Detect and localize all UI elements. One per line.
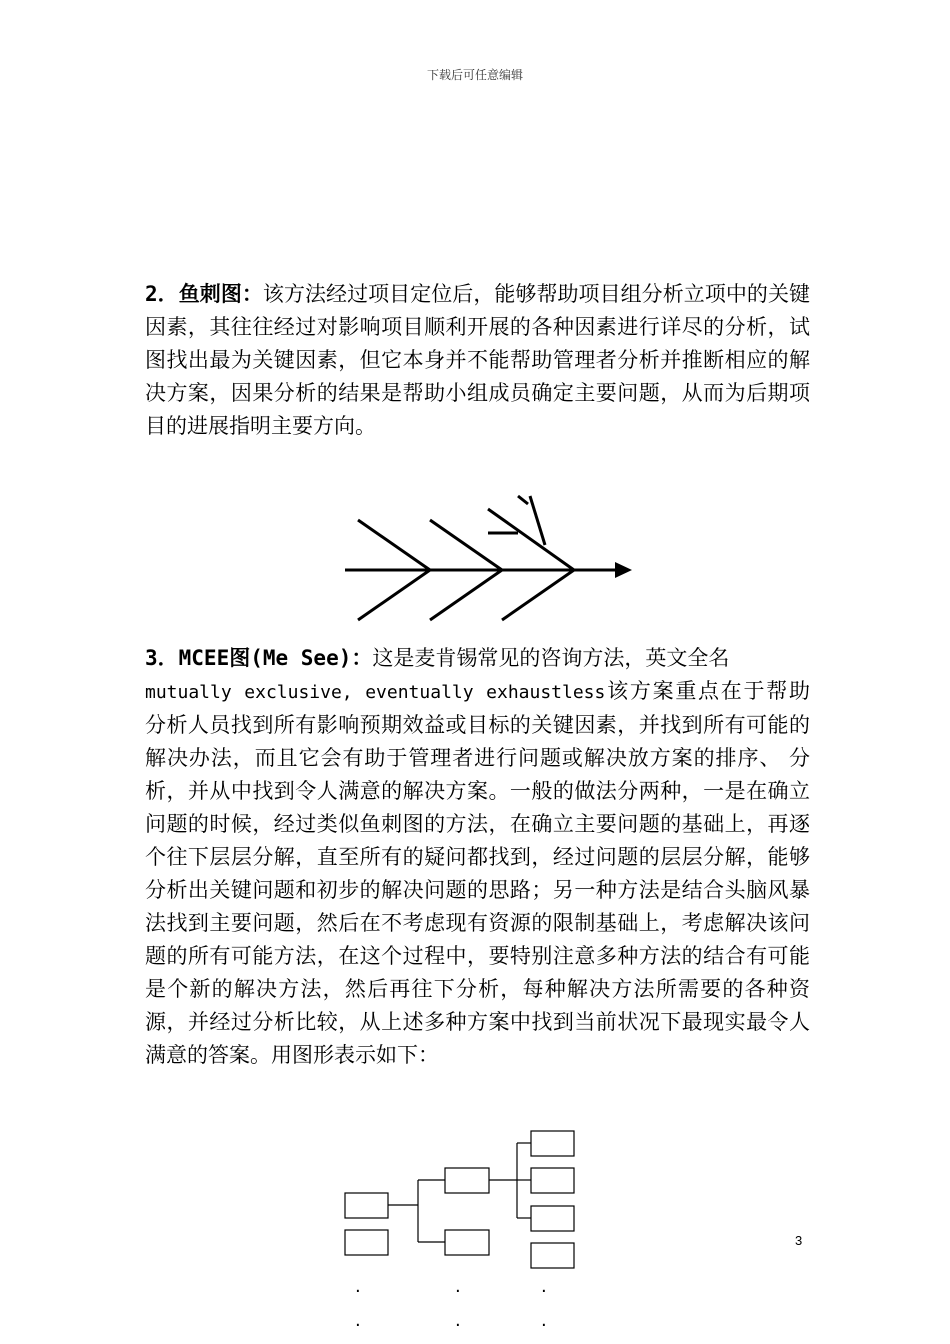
tree-dot: . [355,1310,361,1331]
tree-node [345,1193,388,1218]
tree-dot: . [541,1310,547,1331]
tree-dot: . [355,1276,361,1297]
section-fishbone-title: 2．鱼刺图： [145,282,263,306]
section-fishbone-body: 该方法经过项目定位后，能够帮助项目组分析立项中的关键因素，其往往经过对影响项目顺利开展的各种因素进行详尽的分析，试图找出最为关键因素，但它本身并不能帮助管理者分析并推断相应的解决方案，因果分析的结果是帮助小组成员确定主要问题，从而为后期项目的进展指明主要方向。 [145,282,810,438]
page-number: 3 [795,1233,803,1248]
section-mcee-english-term: mutually exclusive, eventually exhaustless [145,682,606,703]
section-mcee-body: 该方案重点在于帮助分析人员找到所有影响预期效益或目标的关键因素，并找到所有可能的解决办法，而且它会有助于管理者进行问题或解决放方案的排序、 分析，并从中找到令人满意的解决方案。一般的做法分两种，一是在确立问题的时候，经过类似鱼刺图的方法，在确立主要问题的基础上，再逐个往下层层分解，直至所有的疑问都找到，经过问题的层层分解，能够分析出关键问题和初步的解决问题的思路；另一种方法是结合头脑风暴法找到主要问题，然后在不考虑现有资源的限制基础上，考虑解决该问题的所有可能方法，在这个过程中，要特别注意多种方法的结合有可能是个新的解决方法，然后再往下分析，每种解决方法所需要的各种资源，并经过分析比较，从上述多种方案中找到当前状况下最现实最令人满意的答案。用图形表示如下： [145,679,811,1067]
tree-dot: . [455,1310,461,1331]
tree-node [445,1230,489,1255]
tree-node [531,1168,574,1193]
tree-node [531,1243,574,1268]
tree-node [445,1168,489,1193]
tree-node [531,1131,574,1156]
tree-node [345,1230,388,1255]
section-mcee-title: 3．MCEE图(Me See)： [145,646,373,670]
tree-dot: . [541,1276,547,1297]
page-header: 下载后可任意编辑 [426,68,523,82]
section-mcee-intro: 这是麦肯锡常见的咨询方法，英文全名 [372,646,730,670]
tree-node [531,1206,574,1231]
tree-dot: . [455,1276,461,1297]
